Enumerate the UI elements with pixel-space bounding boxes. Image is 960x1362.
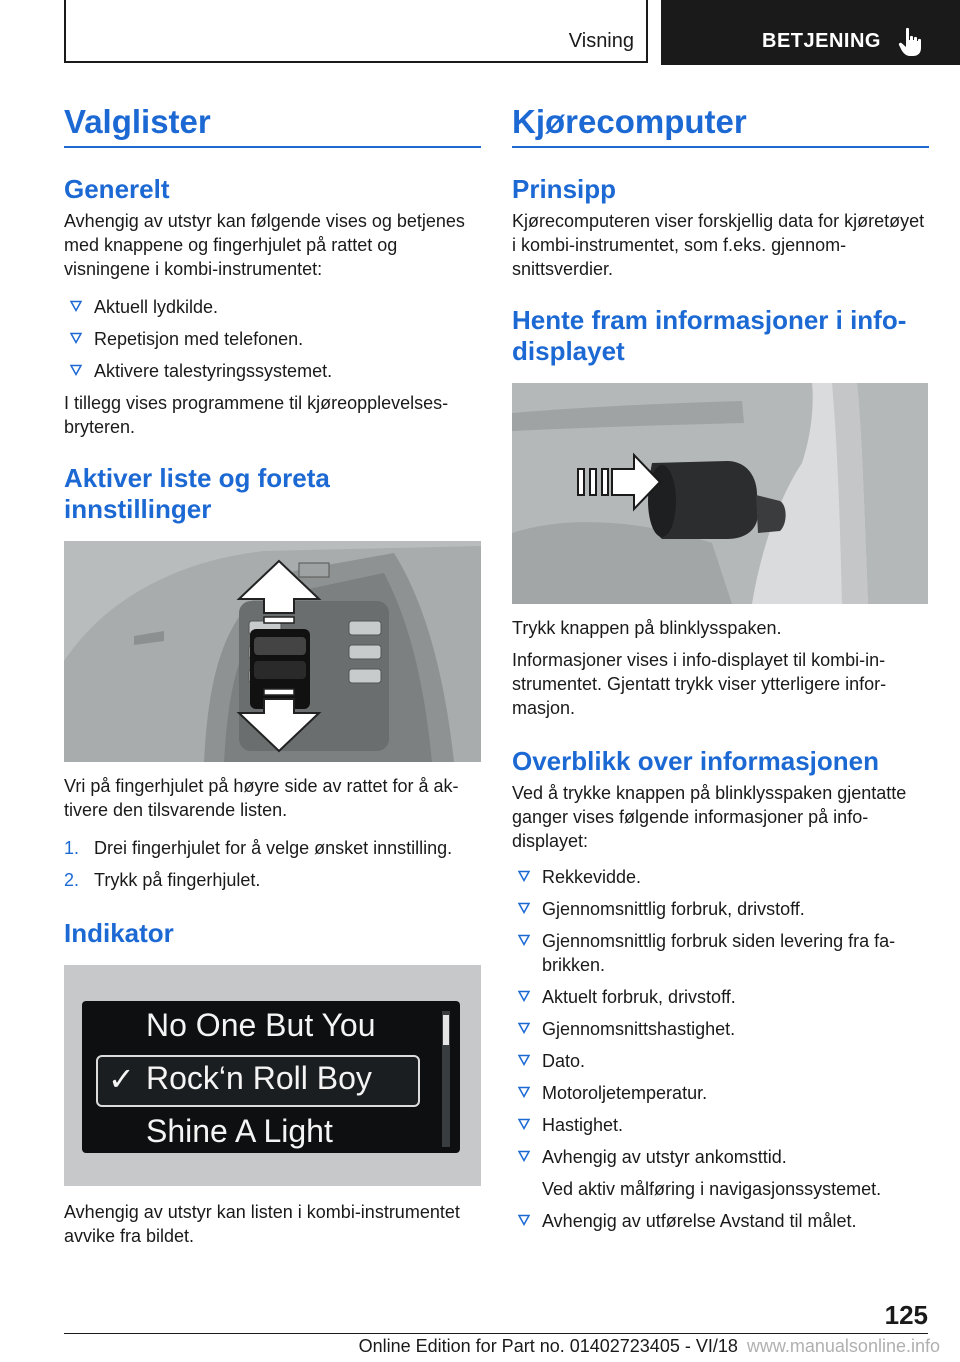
edition-text: Online Edition for Part no. 01402723405 - VI/18 — [358, 1336, 738, 1356]
triangle-bullet-icon — [70, 364, 82, 376]
section-title: Visning — [568, 30, 634, 52]
indicator-display-illustration — [64, 965, 481, 1186]
section-title-valglister: Valglister — [64, 100, 481, 148]
list-item: Motoroljetemperatur. — [512, 1081, 929, 1105]
overview-list — [512, 865, 929, 1169]
pointing-hand-icon — [898, 27, 924, 57]
indicator-caption: Avhengig av utstyr kan listen i kombi-instrumentet avvike fra bildet. — [64, 1202, 460, 1246]
heading-hente-fram: Hente fram informasjoner i infodisplayet — [512, 305, 907, 366]
list-item: 2. Trykk på fingerhjulet. — [64, 870, 261, 890]
triangle-bullet-icon — [70, 300, 82, 312]
check-icon: ✓ — [108, 1061, 135, 1097]
list-item: Gjennomsnittlig forbruk siden levering fra fabrikken. — [512, 929, 929, 977]
list-item: Hastighet. — [512, 1113, 929, 1137]
triangle-bullet-icon — [518, 1150, 530, 1162]
activate-steps — [64, 836, 481, 892]
list-item: Avhengig av utstyr ankomsttid. — [512, 1145, 929, 1169]
turn-signal-lever-illustration — [512, 383, 928, 604]
list-item: Rekkevidde. — [512, 865, 929, 889]
header-frame — [64, 0, 648, 63]
list-item: Dato. — [512, 1049, 929, 1073]
triangle-bullet-icon — [518, 870, 530, 882]
triangle-bullet-icon — [518, 902, 530, 914]
overview-intro: Ved å trykke knappen på blinklysspaken gjentatte ganger vises følgende informasjoner på info-displayet: — [512, 783, 907, 851]
fetch-p2: Informasjoner vises i info-displayet til kombi-instrumentet. Gjentatt trykk viser ytterligere informasjon. — [512, 650, 887, 718]
left-column — [64, 100, 481, 1248]
section-title-kjorecomputer: Kjørecomputer — [512, 100, 929, 148]
triangle-bullet-icon — [518, 1086, 530, 1098]
general-list — [64, 295, 481, 383]
principle-text: Kjørecomputeren viser forskjellig data for kjøretøyet i kombi-instrumentet, som f.eks. gjennomsnittsverdier. — [512, 211, 925, 279]
heading-aktiver-liste: Aktiver liste og foreta innstillinger — [64, 463, 330, 524]
display-row-3: Shine A Light — [146, 1113, 333, 1149]
activate-caption: Vri på fingerhjulet på høyre side av rattet for å aktivere den tilsvarende listen. — [64, 776, 459, 820]
triangle-bullet-icon — [70, 332, 82, 344]
triangle-bullet-icon — [518, 1054, 530, 1066]
triangle-bullet-icon — [518, 990, 530, 1002]
right-column — [512, 100, 929, 1233]
overview-list-last — [512, 1209, 929, 1233]
heading-prinsipp: Prinsipp — [512, 174, 617, 204]
triangle-bullet-icon — [518, 1022, 530, 1034]
footer-edition — [250, 1336, 940, 1357]
chapter-title: BETJENING — [762, 30, 881, 52]
list-item: Repetisjon med telefonen. — [64, 327, 481, 351]
general-outro: I tillegg vises programmene til kjøreopplevelsesbryteren. — [64, 393, 449, 437]
list-item: Gjennomsnittlig forbruk, drivstoff. — [512, 897, 929, 921]
list-item: Aktuell lydkilde. — [64, 295, 481, 319]
footer-rule — [64, 1333, 928, 1334]
heading-generelt: Generelt — [64, 174, 170, 204]
list-item: Aktuelt forbruk, drivstoff. — [512, 985, 929, 1009]
display-row-1: No One But You — [146, 1007, 376, 1043]
heading-indikator: Indikator — [64, 918, 174, 948]
general-intro: Avhengig av utstyr kan følgende vises og betjenes med knappene og fingerhjulet på rattet og visningene i kombi-instrumentet: — [64, 211, 465, 279]
list-item: Avhengig av utførelse Avstand til målet. — [512, 1209, 929, 1233]
triangle-bullet-icon — [518, 1118, 530, 1130]
triangle-bullet-icon — [518, 934, 530, 946]
list-item: 1. Drei fingerhjulet for å velge ønsket innstilling. — [64, 838, 453, 858]
steering-wheel-illustration — [64, 541, 481, 762]
list-item: Gjennomsnittshastighet. — [512, 1017, 929, 1041]
watermark-site[interactable]: www.manualsonline.info — [746, 1336, 940, 1356]
display-row-2: Rock‘n Roll Boy — [146, 1060, 372, 1096]
list-item: Aktivere talestyringssystemet. — [64, 359, 481, 383]
heading-overblikk: Overblikk over informasjonen — [512, 746, 880, 776]
sub-item-note: Ved aktiv målføring i navigasjonssystemet. — [542, 1179, 882, 1199]
page-number: 125 — [884, 1300, 928, 1330]
display-scroll-thumb — [443, 1015, 449, 1045]
fetch-p1: Trykk knappen på blinklysspaken. — [512, 618, 782, 638]
chapter-tab — [661, 0, 960, 65]
triangle-bullet-icon — [518, 1214, 530, 1226]
